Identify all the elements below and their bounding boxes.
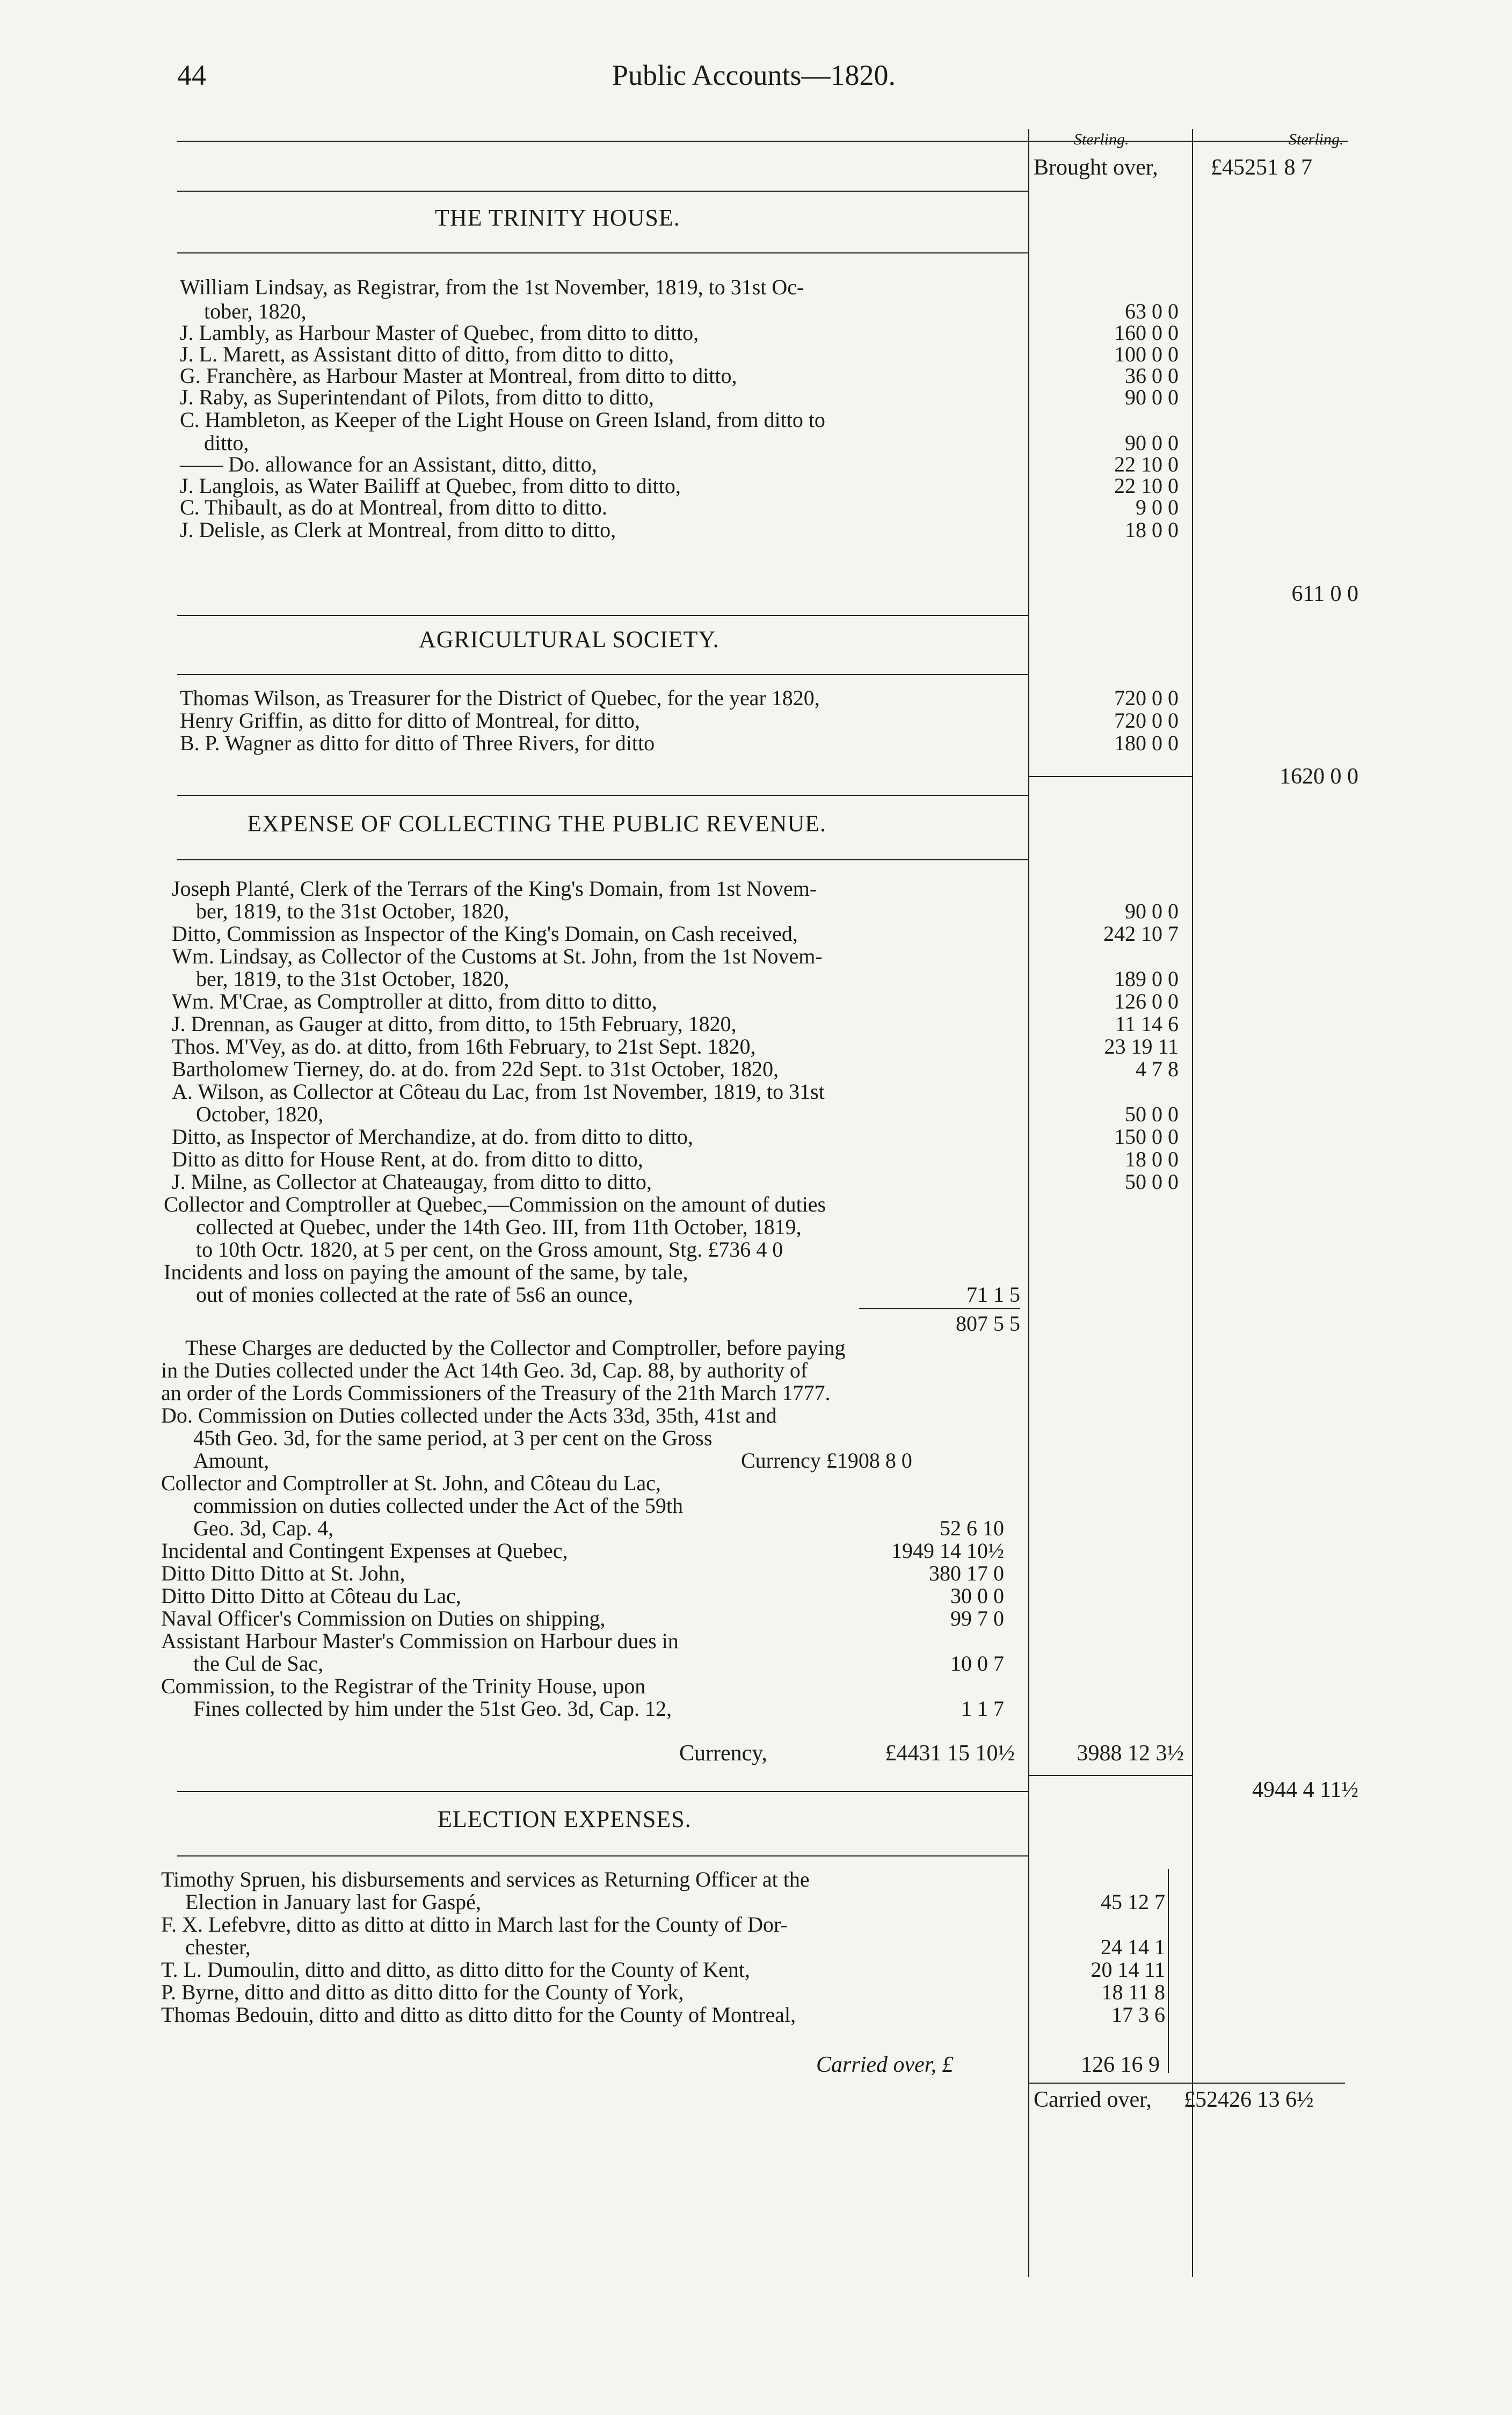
trinity-total: 611 0 0 [1291, 582, 1358, 606]
expense-line: out of monies collected at the rate of 5s6 an ounce, [196, 1282, 634, 1307]
expense-amount: 50 0 0 [1125, 1170, 1179, 1194]
expense-sterling-equivalent: 3988 12 3½ [1077, 1741, 1184, 1766]
brought-over-label: Brought over, [1034, 155, 1158, 180]
expense-line: Ditto Ditto Ditto at Côteau du Lac, [161, 1584, 461, 1608]
expense-amount: 18 0 0 [1125, 1147, 1179, 1171]
expense-line: Ditto, Commission as Inspector of the King's Domain, on Cash received, [172, 922, 798, 946]
election-line: chester, [185, 1935, 251, 1959]
section-rule [177, 615, 1028, 616]
trinity-amount: 90 0 0 [1125, 385, 1179, 409]
section-rule [177, 674, 1028, 675]
expense-amount: 242 10 7 [1103, 922, 1179, 946]
trinity-amount: 22 10 0 [1114, 452, 1179, 476]
sterling-col-right-rule [1192, 129, 1193, 2277]
brought-over-value: £45251 8 7 [1211, 155, 1312, 180]
expense-amount: 23 19 11 [1104, 1034, 1179, 1058]
section-heading-expense: EXPENSE OF COLLECTING THE PUBLIC REVENUE. [247, 810, 827, 837]
expense-line: the Cul de Sac, [193, 1651, 324, 1676]
trinity-amount: 160 0 0 [1114, 321, 1179, 345]
expense-amount: 50 0 0 [1125, 1102, 1179, 1126]
expense-amount: 189 0 0 [1114, 967, 1179, 991]
agri-total: 1620 0 0 [1280, 764, 1358, 789]
expense-currency-amount: 30 0 0 [950, 1584, 1004, 1608]
expense-line: an order of the Lords Commissioners of the Treasury of the 21th March 1777. [161, 1381, 831, 1405]
expense-line: Collector and Comptroller at St. John, and Côteau du Lac, [161, 1471, 661, 1495]
expense-line: October, 1820, [196, 1102, 324, 1126]
expense-amount: 150 0 0 [1114, 1125, 1179, 1149]
trinity-amount: 63 0 0 [1125, 299, 1179, 323]
agri-amount: 720 0 0 [1114, 708, 1179, 733]
trinity-line: ditto, [204, 431, 249, 455]
expense-line: A. Wilson, as Collector at Côteau du Lac, from 1st November, 1819, to 31st [172, 1079, 825, 1104]
expense-currency-subtotal: Currency £1908 8 0 [741, 1448, 912, 1473]
expense-amount: 11 14 6 [1115, 1012, 1179, 1036]
expense-line: ber, 1819, to the 31st October, 1820, [196, 899, 510, 923]
election-line: Timothy Spruen, his disbursements and services as Returning Officer at the [161, 1867, 810, 1891]
agri-amount: 180 0 0 [1114, 731, 1179, 755]
expense-currency-amount: 52 6 10 [940, 1516, 1004, 1540]
section-rule [177, 859, 1028, 860]
carried-over-value: £52426 13 6½ [1184, 2087, 1314, 2112]
expense-line: Collector and Comptroller at Quebec,—Commission on the amount of duties [164, 1192, 826, 1216]
expense-line: Incidental and Contingent Expenses at Quebec, [161, 1539, 568, 1563]
expense-line: in the Duties collected under the Act 14th Geo. 3d, Cap. 88, by authority of [161, 1358, 808, 1382]
expense-line: Ditto, as Inspector of Merchandize, at do. from ditto to ditto, [172, 1125, 693, 1149]
expense-line: Fines collected by him under the 51st Geo. 3d, Cap. 12, [193, 1696, 672, 1721]
section-heading-trinity: THE TRINITY HOUSE. [435, 205, 680, 231]
election-line: F. X. Lefebvre, ditto as ditto at ditto in March last for the County of Dor- [161, 1912, 788, 1937]
agri-line: Thomas Wilson, as Treasurer for the District of Quebec, for the year 1820, [180, 686, 820, 710]
expense-line: collected at Quebec, under the 14th Geo. III, from 11th October, 1819, [196, 1215, 802, 1239]
expense-line: ber, 1819, to the 31st October, 1820, [196, 967, 510, 991]
expense-line: These Charges are deducted by the Collector and Comptroller, before paying [185, 1336, 846, 1360]
expense-line: Thos. M'Vey, as do. at ditto, from 16th February, to 21st Sept. 1820, [172, 1034, 756, 1058]
col-head-sterling-1: Sterling. [1074, 130, 1129, 148]
section-heading-election: ELECTION EXPENSES. [438, 1806, 692, 1832]
trinity-line: J. L. Marett, as Assistant ditto of ditto, from ditto to ditto, [180, 342, 674, 366]
agri-line: B. P. Wagner as ditto for ditto of Three Rivers, for ditto [180, 731, 655, 755]
election-line: Election in January last for Gaspé, [185, 1890, 481, 1914]
trinity-line: G. Franchère, as Harbour Master at Montreal, from ditto to ditto, [180, 364, 737, 388]
sum-rule [1028, 776, 1192, 777]
expense-currency-total: £4431 15 10½ [885, 1741, 1015, 1766]
sum-rule [859, 1308, 1020, 1309]
expense-line: J. Drennan, as Gauger at ditto, from ditto, to 15th February, 1820, [172, 1012, 737, 1036]
section-rule [177, 252, 1028, 253]
expense-line: commission on duties collected under the Act of the 59th [193, 1493, 684, 1518]
trinity-amount: 22 10 0 [1114, 474, 1179, 498]
page-title: Public Accounts—1820. [612, 59, 896, 91]
trinity-line: J. Delisle, as Clerk at Montreal, from ditto to ditto, [180, 518, 616, 542]
col-head-sterling-2: Sterling. [1289, 130, 1344, 148]
expense-currency-amount: 380 17 0 [929, 1561, 1004, 1585]
election-carried-label: Carried over, £ [816, 2053, 954, 2077]
carried-over-label: Carried over, [1034, 2087, 1152, 2112]
section-rule [177, 795, 1028, 796]
trinity-amount: 18 0 0 [1125, 518, 1179, 542]
expense-currency-amount: 99 7 0 [950, 1606, 1004, 1630]
election-amount: 20 14 11 [1091, 1957, 1165, 1982]
expense-line: J. Milne, as Collector at Chateaugay, from ditto to ditto, [172, 1170, 652, 1194]
election-amount: 18 11 8 [1101, 1980, 1165, 2004]
trinity-line: —— Do. allowance for an Assistant, ditto, ditto, [180, 452, 597, 476]
header-rule [177, 141, 1348, 142]
trinity-amount: 100 0 0 [1114, 342, 1179, 366]
expense-currency-label: Currency, [679, 1741, 768, 1766]
expense-line: Do. Commission on Duties collected under the Acts 33d, 35th, 41st and [161, 1403, 777, 1427]
expense-line: to 10th Octr. 1820, at 5 per cent, on the Gross amount, Stg. £736 4 0 [196, 1237, 783, 1261]
trinity-line: J. Raby, as Superintendant of Pilots, from ditto to ditto, [180, 385, 654, 409]
election-line: T. L. Dumoulin, ditto and ditto, as ditto ditto for the County of Kent, [161, 1957, 750, 1982]
election-inner-rule [1168, 1869, 1169, 2073]
expense-line: Incidents and loss on paying the amount of the same, by tale, [164, 1260, 688, 1284]
trinity-amount: 90 0 0 [1125, 431, 1179, 455]
election-line: Thomas Bedouin, ditto and ditto as ditto ditto for the County of Montreal, [161, 2003, 796, 2027]
page-number: 44 [177, 59, 206, 91]
election-line: P. Byrne, ditto and ditto as ditto ditto for the County of York, [161, 1980, 684, 2004]
trinity-amount: 36 0 0 [1125, 364, 1179, 388]
trinity-line: William Lindsay, as Registrar, from the 1st November, 1819, to 31st Oc- [180, 275, 804, 299]
expense-amount: 126 0 0 [1114, 989, 1179, 1013]
section-rule [177, 1855, 1028, 1856]
expense-currency-amount: 1 1 7 [961, 1696, 1004, 1721]
expense-line: Ditto Ditto Ditto at St. John, [161, 1561, 405, 1585]
footer-rule [1028, 2083, 1345, 2084]
agri-line: Henry Griffin, as ditto for ditto of Montreal, for ditto, [180, 708, 640, 733]
trinity-line: C. Thibault, as do at Montreal, from ditto to ditto. [180, 495, 607, 519]
trinity-amount: 9 0 0 [1136, 495, 1179, 519]
expense-line: Wm. M'Crae, as Comptroller at ditto, from ditto to ditto, [172, 989, 657, 1013]
expense-line: Commission, to the Registrar of the Trinity House, upon [161, 1674, 646, 1698]
expense-line: Geo. 3d, Cap. 4, [193, 1516, 334, 1540]
trinity-line: tober, 1820, [204, 299, 307, 323]
expense-line: 45th Geo. 3d, for the same period, at 3 per cent on the Gross [193, 1426, 713, 1450]
trinity-line: C. Hambleton, as Keeper of the Light House on Green Island, from ditto to [180, 408, 825, 432]
trinity-line: J. Langlois, as Water Bailiff at Quebec, from ditto to ditto, [180, 474, 681, 498]
election-amount: 24 14 1 [1101, 1935, 1165, 1959]
section-rule [177, 191, 1028, 192]
expense-line: Naval Officer's Commission on Duties on shipping, [161, 1606, 606, 1630]
expense-line: Joseph Planté, Clerk of the Terrars of the King's Domain, from 1st Novem- [172, 876, 817, 901]
expense-inner-amount: 807 5 5 [956, 1311, 1020, 1336]
expense-line: Assistant Harbour Master's Commission on Harbour dues in [161, 1629, 679, 1653]
expense-amount: 90 0 0 [1125, 899, 1179, 923]
sum-rule [1028, 1775, 1192, 1776]
expense-line: Ditto as ditto for House Rent, at do. from ditto to ditto, [172, 1147, 643, 1171]
agri-amount: 720 0 0 [1114, 686, 1179, 710]
election-amount: 17 3 6 [1111, 2003, 1165, 2027]
section-rule [177, 1791, 1028, 1792]
section-heading-agricultural: AGRICULTURAL SOCIETY. [419, 626, 719, 652]
trinity-line: J. Lambly, as Harbour Master of Quebec, from ditto to ditto, [180, 321, 699, 345]
expense-currency-amount: 1949 14 10½ [891, 1539, 1004, 1563]
expense-line: Amount, [193, 1448, 270, 1473]
expense-line: Wm. Lindsay, as Collector of the Customs at St. John, from the 1st Novem- [172, 944, 823, 968]
election-carried-value: 126 16 9 [1081, 2053, 1160, 2077]
expense-total: 4944 4 11½ [1252, 1778, 1358, 1802]
expense-amount: 4 7 8 [1136, 1057, 1179, 1081]
election-amount: 45 12 7 [1101, 1890, 1165, 1914]
expense-currency-amount: 10 0 7 [950, 1651, 1004, 1676]
expense-line: Bartholomew Tierney, do. at do. from 22d Sept. to 31st October, 1820, [172, 1057, 779, 1081]
expense-inner-amount: 71 1 5 [966, 1282, 1020, 1307]
